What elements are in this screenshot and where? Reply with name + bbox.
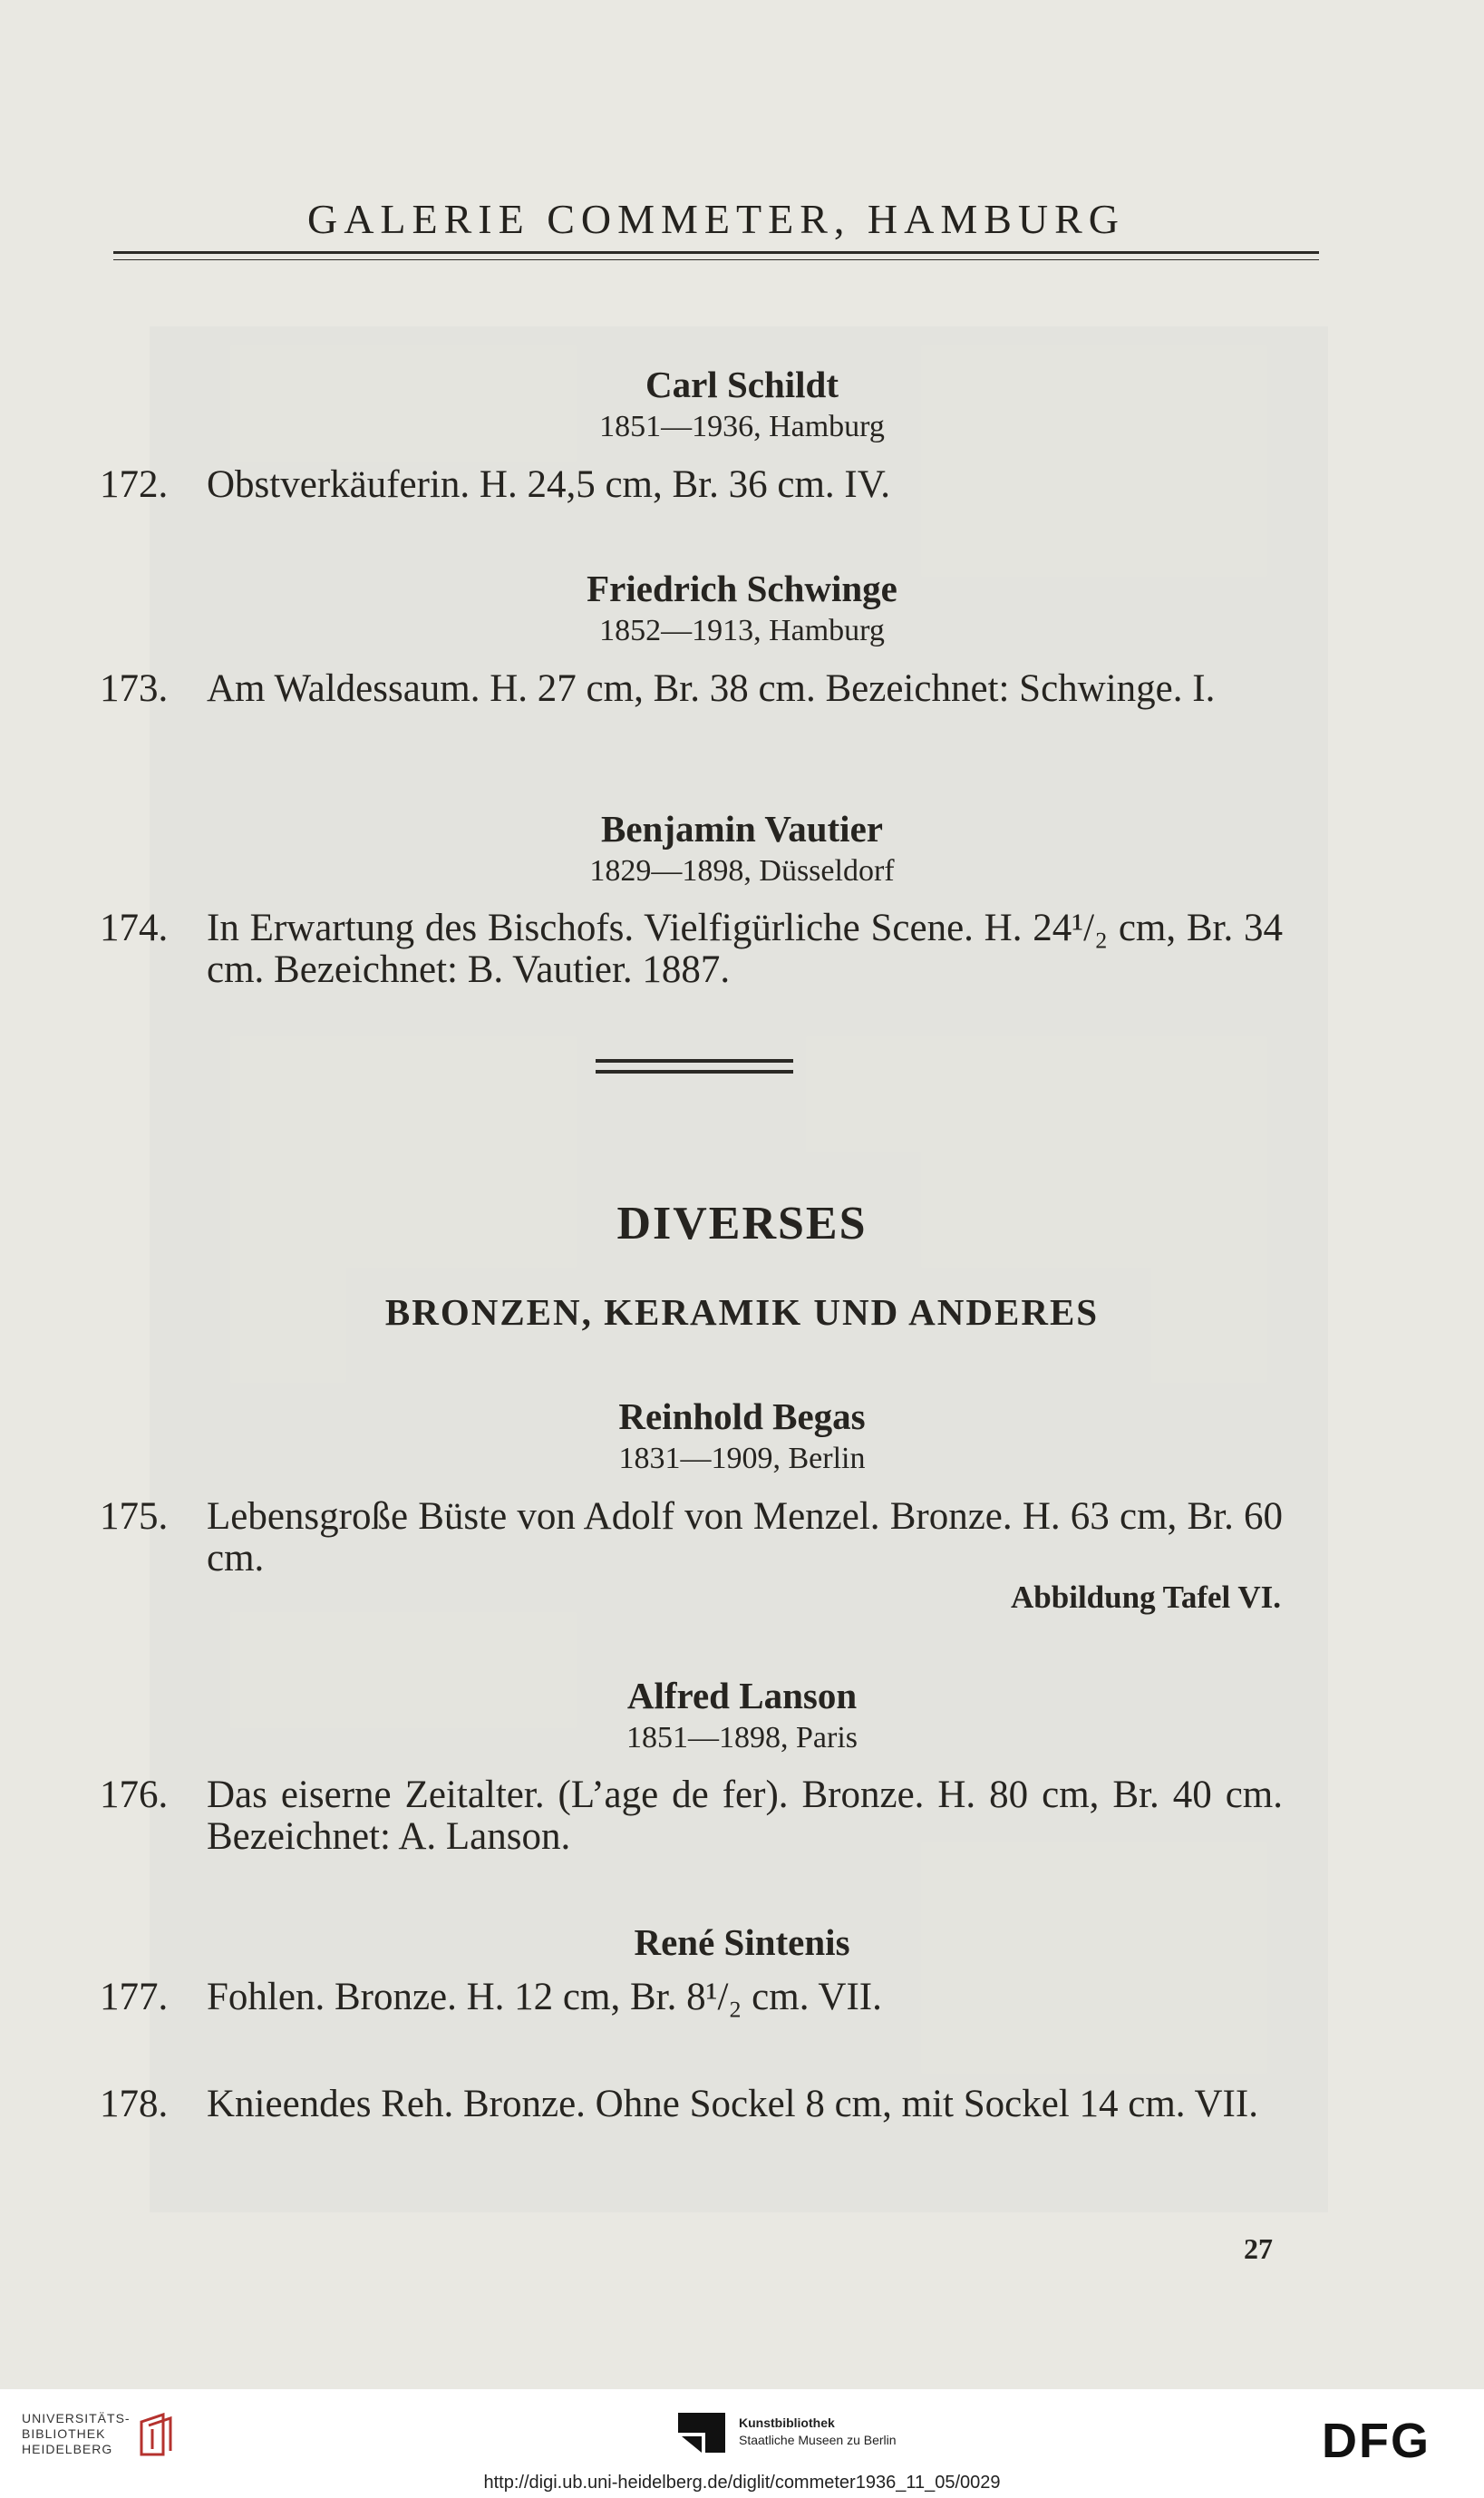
artist-dates: 1852—1913, Hamburg [599,614,885,647]
artist-dates: 1851—1936, Hamburg [599,410,885,443]
artist-block-begas [0,1395,1484,1476]
university-logo-icon [136,2409,176,2460]
artist-dates: 1851—1898, Paris [626,1721,858,1754]
viewer-footer [0,2389,1484,2498]
kunstbibliothek-logo-icon [678,2413,725,2453]
source-url[interactable]: http://digi.ub.uni-heidelberg.de/diglit/commeter1936_11_05/0029 [483,2473,1001,2493]
artist-name: René Sintenis [634,1921,850,1963]
artist-block-schwinge [0,567,1484,648]
entry-text: Lebensgroße Büste von Adolf von Menzel. Bronze. H. 63 cm, Br. 60 cm. [207,1495,1283,1579]
artist-name: Benjamin Vautier [601,808,883,850]
entry-text: Knieendes Reh. Bronze. Ohne Sockel 8 cm, mit Sockel 14 cm. VII. [207,2083,1258,2125]
entry-text: Obstverkäuferin. H. 24,5 cm, Br. 36 cm. IV. [207,463,890,506]
entry-text: Das eiserne Zeitalter. (L’age de fer). Bronze. H. 80 cm, Br. 40 cm. Bezeichnet: A. Lanson. [207,1774,1283,1858]
university-line: BIBLIOTHEK [22,2426,106,2441]
artist-name: Carl Schildt [645,364,839,405]
section-divider-top [596,1059,793,1063]
entry-number: 175. [100,1495,169,1538]
catalog-entry-175 [100,1496,1283,1579]
catalog-entry-173 [100,668,1283,710]
section-heading [0,1197,1484,1250]
kunstbibliothek-subtitle: Staatliche Museen zu Berlin [739,2433,897,2447]
entry-number: 173. [100,667,169,710]
entry-number: 178. [100,2083,169,2125]
dfg-logo: DFG [1322,2414,1431,2468]
entry-text: In Erwartung des Bischofs. Vielfigürliche Scene. H. 24¹/₂ cm, Br. 34 cm. Bezeichnet: B. Vautier. 1887. [207,907,1283,991]
catalog-entry-178 [100,2084,1283,2125]
catalog-entry-172 [100,464,1283,506]
header-rule-thin [113,259,1319,260]
university-line: HEIDELBERG [22,2442,113,2456]
section-subtitle: BRONZEN, KERAMIK UND ANDERES [384,1291,1100,1333]
section-subheading [0,1290,1484,1334]
entry-number: 174. [100,907,169,949]
artist-name: Friedrich Schwinge [587,568,897,609]
kunstbibliothek-name: Kunstbibliothek [739,2415,835,2430]
entry-text: Fohlen. Bronze. H. 12 cm, Br. 8¹/₂ cm. VII. [207,1976,882,2018]
illustration-reference: Abbildung Tafel VI. [1011,1579,1281,1615]
artist-block-schildt [0,363,1484,444]
entry-number: 177. [100,1976,169,2018]
artist-block-lanson [0,1674,1484,1755]
artist-block-vautier [0,807,1484,889]
entry-text: Am Waldessaum. H. 27 cm, Br. 38 cm. Bezeichnet: Schwinge. I. [207,667,1216,710]
header-rule-thick [113,251,1319,254]
catalog-entry-177 [100,1977,1283,2018]
catalog-entry-174 [100,908,1283,991]
catalog-entry-176 [100,1774,1283,1858]
university-library-label [22,2411,131,2457]
artist-dates: 1831—1909, Berlin [618,1442,866,1475]
entry-number: 172. [100,463,169,506]
section-divider-bottom [596,1070,793,1074]
artist-block-sintenis [0,1920,1484,1964]
kunstbibliothek-label [739,2415,897,2449]
page-header: GALERIE COMMETER, HAMBURG [306,196,1126,242]
page-number: 27 [1244,2232,1273,2265]
entry-number: 176. [100,1774,169,1816]
artist-name: Reinhold Begas [618,1395,866,1437]
artist-dates: 1829—1898, Düsseldorf [589,854,895,888]
section-title: DIVERSES [616,1198,868,1249]
artist-name: Alfred Lanson [626,1675,858,1716]
university-line: UNIVERSITÄTS- [22,2411,131,2425]
